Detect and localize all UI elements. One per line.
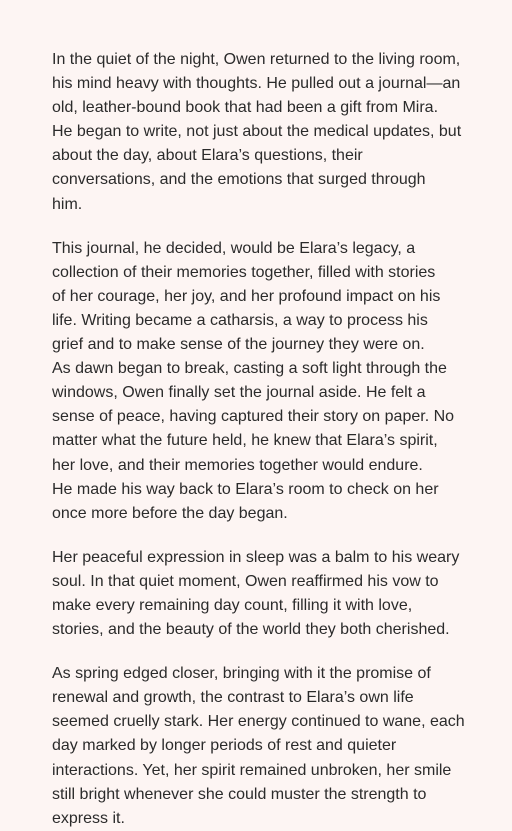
- text-line: about the day, about Elara’s questions, their: [52, 147, 363, 165]
- text-line: collection of their memories together, filled with stories: [52, 263, 436, 281]
- text-line: him.: [52, 195, 83, 213]
- text-line: He made his way back to Elara’s room to check on her: [52, 480, 439, 498]
- text-line: This journal, he decided, would be Elara’s legacy, a: [52, 239, 416, 257]
- paragraph-4: [52, 662, 472, 831]
- text-line: conversations, and the emotions that surged through: [52, 171, 426, 189]
- text-line: He began to write, not just about the medical updates, but: [52, 123, 462, 141]
- text-line: life. Writing became a catharsis, a way to process his: [52, 311, 428, 329]
- text-line: day marked by longer periods of rest and quieter: [52, 737, 397, 755]
- text-line: her love, and their memories together would endure.: [52, 456, 423, 474]
- text-line: As spring edged closer, bringing with it the promise of: [52, 665, 431, 683]
- text-line: his mind heavy with thoughts. He pulled out a journal—an: [52, 75, 461, 93]
- text-line: express it.: [52, 809, 125, 827]
- paragraph-1: [52, 48, 472, 217]
- text-line: soul. In that quiet moment, Owen reaffirmed his vow to: [52, 572, 439, 590]
- text-line: renewal and growth, the contrast to Elara’s own life: [52, 689, 414, 707]
- text-line: old, leather-bound book that had been a gift from Mira.: [52, 99, 439, 117]
- text-line: In the quiet of the night, Owen returned to the living room,: [52, 51, 461, 68]
- text-line: make every remaining day count, filling it with love,: [52, 596, 413, 614]
- text-line: sense of peace, having captured their story on paper. No: [52, 408, 455, 426]
- text-line: Her peaceful expression in sleep was a balm to his weary: [52, 548, 460, 566]
- text-line: seemed cruelly stark. Her energy continued to wane, each: [52, 713, 465, 731]
- text-line: As dawn began to break, casting a soft light through the: [52, 360, 447, 378]
- paragraph-2: [52, 237, 472, 526]
- text-line: still bright whenever she could muster the strength to: [52, 785, 427, 803]
- text-line: grief and to make sense of the journey they were on.: [52, 336, 425, 354]
- text-line: stories, and the beauty of the world they both cherished.: [52, 621, 450, 639]
- text-line: interactions. Yet, her spirit remained unbroken, her smile: [52, 761, 452, 779]
- text-line: of her courage, her joy, and her profound impact on his: [52, 287, 441, 305]
- text-line: windows, Owen finally set the journal aside. He felt a: [52, 384, 426, 402]
- paragraph-3: [52, 546, 472, 642]
- text-line: matter what the future held, he knew that Elara’s spirit,: [52, 432, 438, 450]
- text-line: once more before the day began.: [52, 504, 288, 522]
